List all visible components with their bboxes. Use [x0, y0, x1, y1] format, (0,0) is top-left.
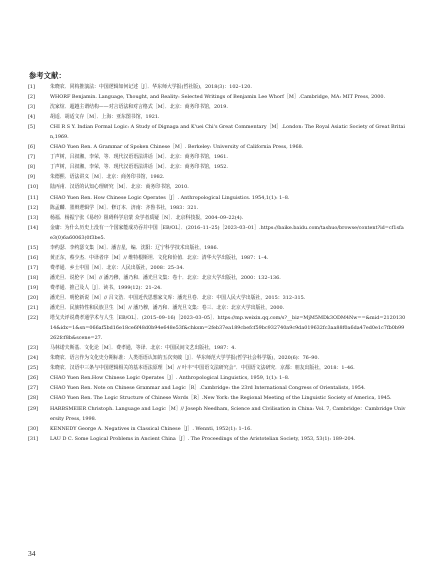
reference-text: 潘光旦．民族特性和民族卫生［M］// 潘乃穆，潘乃和．潘光旦文集：卷三．北京：北京大学出版社，2000.: [50, 305, 285, 312]
reference-item: [28, 263, 406, 273]
reference-item: [28, 112, 406, 122]
reference-text: 黄正东，蔡少杰．中译者序［M］// 维特根斯坦．文化和价值．北京：清华大学出版社，1987：1–4.: [50, 254, 269, 261]
reference-number: [18]: [28, 274, 39, 281]
reference-number: [15]: [28, 244, 39, 251]
reference-item: [28, 353, 406, 363]
reference-number: [17]: [28, 264, 39, 271]
reference-number: [23]: [28, 345, 39, 352]
reference-text: 丁声树，吕叔湘，李荣，等．现代汉语语法讲话［M］．北京：商务印书馆，1952.: [50, 164, 228, 171]
reference-text: 塔戈夫评说费孝通学术与人生［EB/OL］．(2015–09–16)［2023–03–05］．https://mp.weixin.qq.com/s?__biz=MjM5MDk3ODM4Nw==&mid=212013014&idx=1&sn=066af5bd16e18ce6f48d0b94e648e53f&chksm=2feb37ea189cbefcf59bc932740a9c9da019632fc3aa88f0a6da47ed0e1c7fb0b99262fcf8b&scene=27.: [50, 315, 406, 342]
reference-item: [28, 383, 406, 393]
reference-number: [19]: [28, 284, 39, 291]
reference-item: [28, 203, 406, 213]
reference-text: 朱晓农．汉语中三条与中国逻辑相关的基本语法原理［M］// 叶丰“中国语文法研究会”．中国语文法研究．京都：朋友出版社，2018：1–46.: [50, 365, 355, 372]
reference-number: [6]: [28, 144, 35, 151]
reference-item: [28, 182, 406, 192]
reference-item: [28, 92, 406, 102]
reference-text: KENNEDY George A. Negatives in Classical Chinese［J］. Wennti, 1952(1): 1–16.: [50, 425, 252, 432]
reference-text: CHAO Yuen Ren. Note on Chinese Grammar and Logic［R］.Cambridge: the 23rd International Congress of Orientalists, 1954.: [50, 385, 366, 392]
reference-number: [16]: [28, 254, 39, 261]
reference-text: LAU D C. Some Logical Problems in Ancient China［J］. The Proceedings of the Aristotelian Society, 1953, 53(1): 189–204.: [50, 435, 356, 442]
reference-item: [28, 343, 406, 353]
reference-item: [28, 434, 406, 444]
reference-text: 丁声树，吕叔湘，李荣，等．现代汉语语法讲话［M］．北京：商务印书馆，1961.: [50, 154, 228, 161]
reference-number: [30]: [28, 425, 39, 432]
reference-item: [28, 172, 406, 182]
reference-text: 杨福．杨振宁张《易经》阻碍科学启蒙 众学者质疑［N］．北京科技报，2004–09–22(4).: [50, 214, 244, 221]
reference-item: [28, 404, 406, 424]
reference-number: [5]: [28, 124, 35, 131]
reference-number: [7]: [28, 154, 35, 161]
reference-text: 金庸：为什么历史上没有一个国家能成功吞并中国［EB/OL］．(2016–11–25)［2023–03–01］.https://baike.baidu.com/tashuo/browse/content?id=cf1sfae3(0)6a60063(0f3be5.: [50, 224, 404, 241]
reference-number: [13]: [28, 214, 39, 221]
reference-text: 马林诺夫斯基．文化论［M］．费孝通，等译．北京：中国民间文艺出版社，1987：4.: [50, 345, 236, 352]
reference-item: [28, 303, 406, 313]
reference-number: [12]: [28, 204, 39, 211]
reference-item: [28, 162, 406, 172]
reference-number: [20]: [28, 294, 39, 301]
reference-item: [28, 243, 406, 253]
reference-item: [28, 313, 406, 343]
reference-text: CHAO Yuen Ren. How Chinese Logic Operates［J］. Anthropological Linguistics. 1954,1(1): 1–8.: [50, 194, 290, 201]
reference-item: [28, 213, 406, 223]
reference-number: [14]: [28, 224, 39, 231]
reference-item: [28, 102, 406, 112]
reference-text: 沈家煊．超越主谓结构——对言语法和对言格式［M］．北京：商务印书馆，2019.: [50, 104, 228, 111]
reference-number: [9]: [28, 174, 35, 181]
reference-number: [11]: [28, 194, 39, 201]
reference-text: 费孝通．推己及人［J］．读书，1999(12)：21–24.: [50, 284, 162, 291]
page-number: 34: [28, 549, 36, 558]
reference-number: [8]: [28, 164, 35, 171]
reference-text: 朱晓农．语言作为文化史分期标准：人类语语认知的五次突破［J］．华东师范大学学报(哲学社会科学版)，2020(6)：76–90.: [50, 355, 320, 362]
reference-text: HARBSMEIER Christoph. Language and Logic［M］// Joseph Needham, Science and Civilisation in China: Vol. 7, Cambridge：Cambridge University Press, 1998.: [50, 405, 406, 422]
reference-text: 陆丙甫．汉语的认知心理研究［M］．北京：商务印书馆，2010.: [50, 184, 189, 191]
reference-text: 李约瑟．李约瑟文集［M］．潘吉星，编．沈阳：辽宁科学技术出版社，1986.: [50, 244, 219, 251]
reference-item: [28, 373, 406, 383]
reference-number: [28]: [28, 395, 39, 402]
reference-text: 朱晓农．同构推演法：中国逻辑如何记述［J］．华东师大学报(哲社版)，2018(3)：102–120.: [50, 84, 252, 90]
references-heading: 参考文献：: [29, 71, 66, 80]
reference-number: [22]: [28, 315, 39, 322]
reference-item: [28, 82, 406, 92]
reference-text: CHI R S Y. Indian Formal Logic: A Study of Dignaga and K'uei Chi's Great Commentary［M］.London: The Royal Asiatic Society of Great Britain,1969.: [50, 124, 405, 141]
reference-number: [1]: [28, 84, 35, 90]
reference-item: [28, 293, 406, 303]
reference-text: CHAO Yuen Ren. A Grammar of Spoken Chinese［M］. Berkeley: University of California Press, 1968.: [50, 144, 304, 151]
reference-number: [2]: [28, 94, 35, 101]
reference-text: CHAO Yuen Ren.How Chinese Logic Operates［J］. Anthropological Linguistics, 1959, 1(1): 1–8.: [50, 375, 290, 382]
reference-number: [4]: [28, 114, 35, 121]
reference-text: CHAO Yuen Ren. The Logic Structure of Chinese Words［R］.New York: the Regional Meeting of the Linguistic Society of America, 1945.: [50, 395, 392, 402]
reference-item: [28, 424, 406, 434]
reference-number: [31]: [28, 435, 39, 442]
reference-item: [28, 253, 406, 263]
reference-number: [25]: [28, 365, 39, 372]
reference-item: [28, 393, 406, 403]
reference-number: [29]: [28, 405, 39, 412]
reference-number: [10]: [28, 184, 39, 191]
reference-number: [3]: [28, 104, 35, 111]
reference-text: WHORF Benjamin. Language, Thought, and Reality: Selected Writings of Benjamin Lee Whorf［M］.Cambridge, MA: MIT Press, 2000.: [50, 94, 386, 101]
reference-item: [28, 363, 406, 373]
reference-item: [28, 273, 406, 283]
reference-item: [28, 223, 406, 243]
reference-number: [21]: [28, 305, 39, 312]
reference-text: 潘光旦．说伦字［M］// 潘乃穆，潘乃和．潘光旦文集：卷十．北京：北京大学出版社，2000：132–136.: [50, 274, 281, 281]
reference-item: [28, 193, 406, 203]
reference-item: [28, 122, 406, 142]
reference-text: 陈孟麟．墨辩逻辑学［M］．修订本．济南：齐鲁书社，1983：321.: [50, 204, 199, 211]
reference-item: [28, 283, 406, 293]
reference-number: [27]: [28, 385, 39, 392]
reference-text: 胡适．胡适文存［M］．上海：亚东图书馆，1921.: [50, 114, 160, 121]
reference-text: 费孝通．乡土中国［M］．北京：人民出版社，2008：25–34.: [50, 264, 185, 271]
references-list: [28, 82, 406, 444]
reference-number: [26]: [28, 375, 39, 382]
reference-text: 朱德熙．语法讲义［M］．北京：商务印书馆，1982.: [50, 174, 165, 181]
reference-number: [24]: [28, 355, 39, 362]
reference-text: 潘光旦．明伦新说［M］// 吕文浩．中国近代思想家文库：潘光旦卷．北京：中国人民大学出版社，2015：312–315.: [50, 294, 306, 301]
reference-item: [28, 142, 406, 152]
reference-item: [28, 152, 406, 162]
